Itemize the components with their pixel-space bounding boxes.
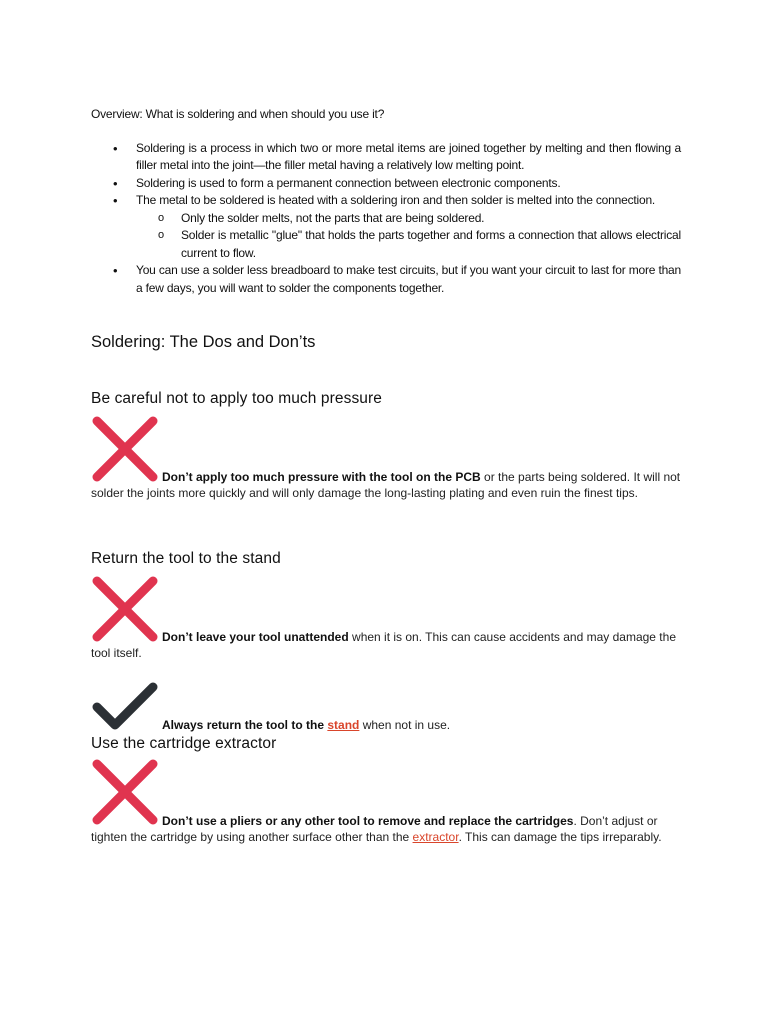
cartridge-text-2: . This can damage the tips irreparably. [458,829,662,844]
overview-bullet: • Soldering is a process in which two or more metal items are joined together by melting and then flowing a filler metal into the joint—the filler metal having a relatively low melting point. [91,140,681,175]
pressure-heading: Be careful not to apply too much pressure [91,390,383,407]
overview-bullet-list [91,140,681,298]
stand-dont-paragraph [91,630,681,661]
cartridge-heading: Use the cartridge extractor [91,735,277,752]
overview-bullet: • You can use a solder less breadboard to make test circuits, but if you want your circuit to last for more than a few days, you will want to solder the components together. [91,262,681,297]
overview-sub-list [136,210,681,263]
cartridge-paragraph [91,814,681,845]
pressure-paragraph [91,470,681,501]
overview-lead [91,106,681,124]
cartridge-text-1: . Don’t adjust or tighten the cartridge by using another surface other than the [91,814,658,844]
pressure-bold-text: Don’t apply too much pressure with the tool on the PCB [162,470,481,484]
overview-sub-bullet: o Only the solder melts, not the parts that are being soldered. [136,210,681,228]
overview-section [91,106,681,297]
cartridge-bold-text: Don’t use a pliers or any other tool to remove and replace the cartridges [162,814,574,828]
extractor-link[interactable]: extractor [412,829,459,844]
stand-dont-text: when it is on. This can cause accidents and may damage the tool itself. [91,630,676,660]
dos-donts-heading: Soldering: The Dos and Don’ts [91,333,316,351]
overview-bullet-text: The metal to be soldered is heated with a soldering iron and then solder is melted into the connection. [136,193,656,207]
pressure-text: or the parts being soldered. It will not solder the joints more quickly and will only damage the long-lasting plating and even ruin the finest tips. [91,470,681,500]
stand-dont-bold-text: Don’t leave your tool unattended [162,630,349,644]
stand-do-text: when not in use. [359,718,451,732]
overview-label: Overview: [91,107,143,121]
overview-sub-bullet: o Solder is metallic "glue" that holds the parts together and forms a connection that allows electrical current to flow. [136,227,681,262]
overview-bullet-with-sublist [91,192,681,262]
stand-link[interactable]: stand [327,718,360,732]
overview-question: What is soldering and when should you use it? [142,107,385,121]
stand-do-bold-text: Always return the tool to the [162,718,328,732]
stand-heading: Return the tool to the stand [91,550,281,567]
overview-bullet: • Soldering is used to form a permanent connection between electronic components. [91,175,681,193]
stand-do-paragraph [91,718,681,734]
